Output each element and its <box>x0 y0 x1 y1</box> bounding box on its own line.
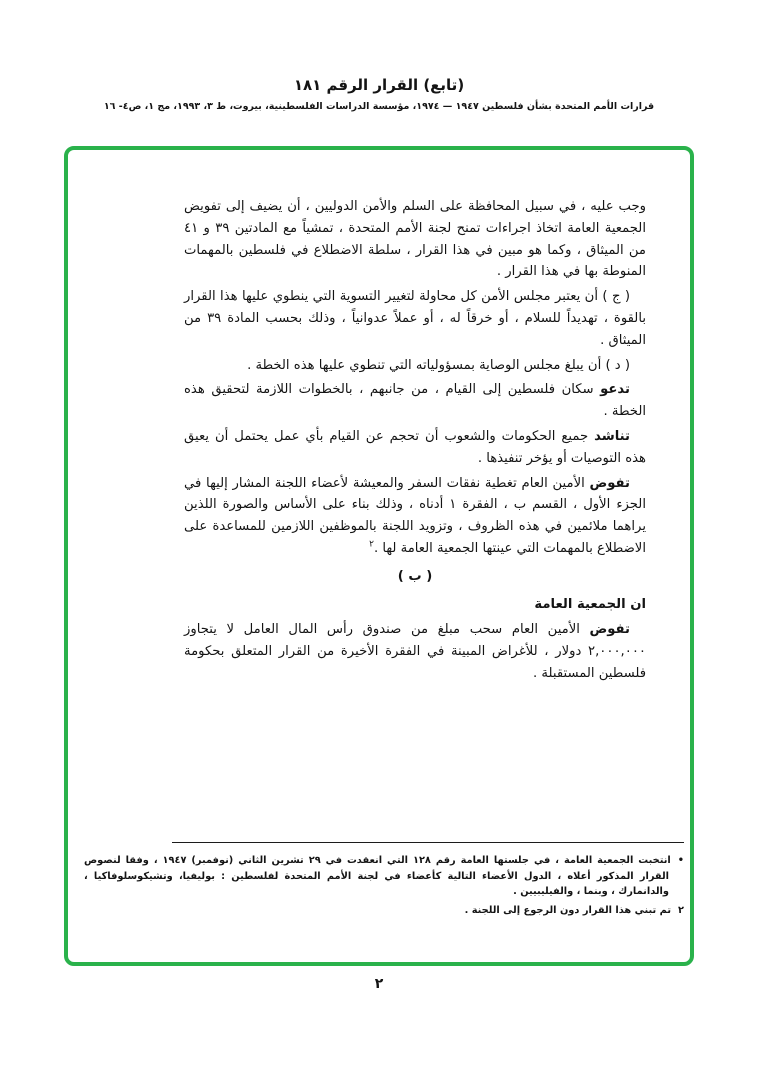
paragraph-text: الأمين العام سحب مبلغ من صندوق رأس المال العامل لا يتجاوز ٢,٠٠٠,٠٠٠ دولار ، للأغراض المبينة في الفقرة الأخيرة من القرار المتعلق بحكومة فلسطين المستقبلة . <box>184 622 646 681</box>
page-number: ٢ <box>374 976 384 992</box>
general-assembly-heading: ان الجمعية العامة <box>534 596 646 612</box>
footnote-bullet: • <box>677 855 684 866</box>
source-citation: قرارات الأمم المتحدة بشأن فلسطين ١٩٤٧ — ١٩٧٤، مؤسسة الدراسات الفلسطينية، بيروت، ط ٣، ١٩٩٣، مج ١، ص٤- ١٦ <box>103 101 655 112</box>
paragraph-lead: تناشد <box>594 428 630 444</box>
section-letter-b: ( ب ) <box>397 568 433 584</box>
paragraph-lead: تفوض <box>589 622 630 638</box>
paragraph-lead: تدعو <box>600 382 630 398</box>
footnote-divider <box>172 842 684 843</box>
footnote-text: تم تبني هذا القرار دون الرجوع إلى اللجنة . <box>464 904 672 916</box>
footnote-2 <box>84 903 684 919</box>
paragraph-appeals <box>184 426 646 470</box>
paragraph-clause-dal: ( د ) أن يبلغ مجلس الوصاية بمسؤولياته التي تنطوي عليها هذه الخطة . <box>247 357 630 373</box>
footnote-reference: ٢ <box>369 539 374 550</box>
document-title: (تابع) القرار الرقم ١٨١ <box>293 76 465 94</box>
footnotes-section <box>84 842 684 921</box>
page-header <box>0 76 758 112</box>
paragraph-text: جميع الحكومات والشعوب أن تحجم عن القيام بأي عمل يحتمل أن يعيق هذه التوصيات أو يؤخر تنفيذها . <box>184 428 646 466</box>
footnote-text: انتخبت الجمعية العامة ، في جلستها العامة رقم ١٢٨ التي انعقدت في ٢٩ تشرين الثاني (نوفمبر) ١٩٤٧ ، وفقا لنصوص القرار المذكور أعلاه ، الدول الأعضاء التالية كأعضاء في لجنة الأمم المتحدة لفلسطين : بوليفيا، وتشيكوسلوفاكيا ، والدانمارك ، وبنما ، والفيليبيين . <box>84 855 671 897</box>
content-frame <box>64 146 694 966</box>
paragraph-text: سكان فلسطين إلى القيام ، من جانبهم ، بالخطوات اللازمة لتحقيق هذه الخطة . <box>184 382 646 420</box>
footnote-1 <box>84 853 684 900</box>
body-text <box>184 196 646 688</box>
paragraph-clause-jeem: ( ج ) أن يعتبر مجلس الأمن كل محاولة لتغيير التسوية التي ينطوي عليها هذا القرار بالقوة ، تهديداً للسلام ، أو خرقاً له ، أو عملاً عدوانياً ، وذلك بحسب المادة ٣٩ من الميثاق . <box>184 289 647 348</box>
paragraph-text: الأمين العام تغطية نفقات السفر والمعيشة لأعضاء اللجنة المشار إليها في الجزء الأول ، القسم ب ، الفقرة ١ أدناه ، وذلك بناء على الأساس والصورة اللذين يراهما ملائمين في هذه الظروف ، وتزويد اللجنة بالموظفين اللازمين للمساعدة على الاضطلاع بالمهمات التي عينتها الجمعية العامة لها . <box>184 475 646 556</box>
footnote-number: ٢ <box>678 904 684 916</box>
paragraph-authorizes-funds <box>184 619 646 684</box>
paragraph-continuation: وجب عليه ، في سبيل المحافظة على السلم والأمن الدوليين ، أن يضيف إلى تفويض الجمعية العامة اتخاذ اجراءات تمنح لجنة الأمم المتحدة ، تمشياً مع المادتين ٣٩ و ٤١ من الميثاق ، وكما هو مبين في هذا القرار ، سلطة الاضطلاع في فلسطين بالمهمات المنوطة بها في هذا القرار . <box>184 199 646 280</box>
paragraph-authorizes-expenses <box>184 473 646 560</box>
paragraph-calls-upon <box>184 379 646 423</box>
paragraph-lead: تفوض <box>589 475 630 491</box>
